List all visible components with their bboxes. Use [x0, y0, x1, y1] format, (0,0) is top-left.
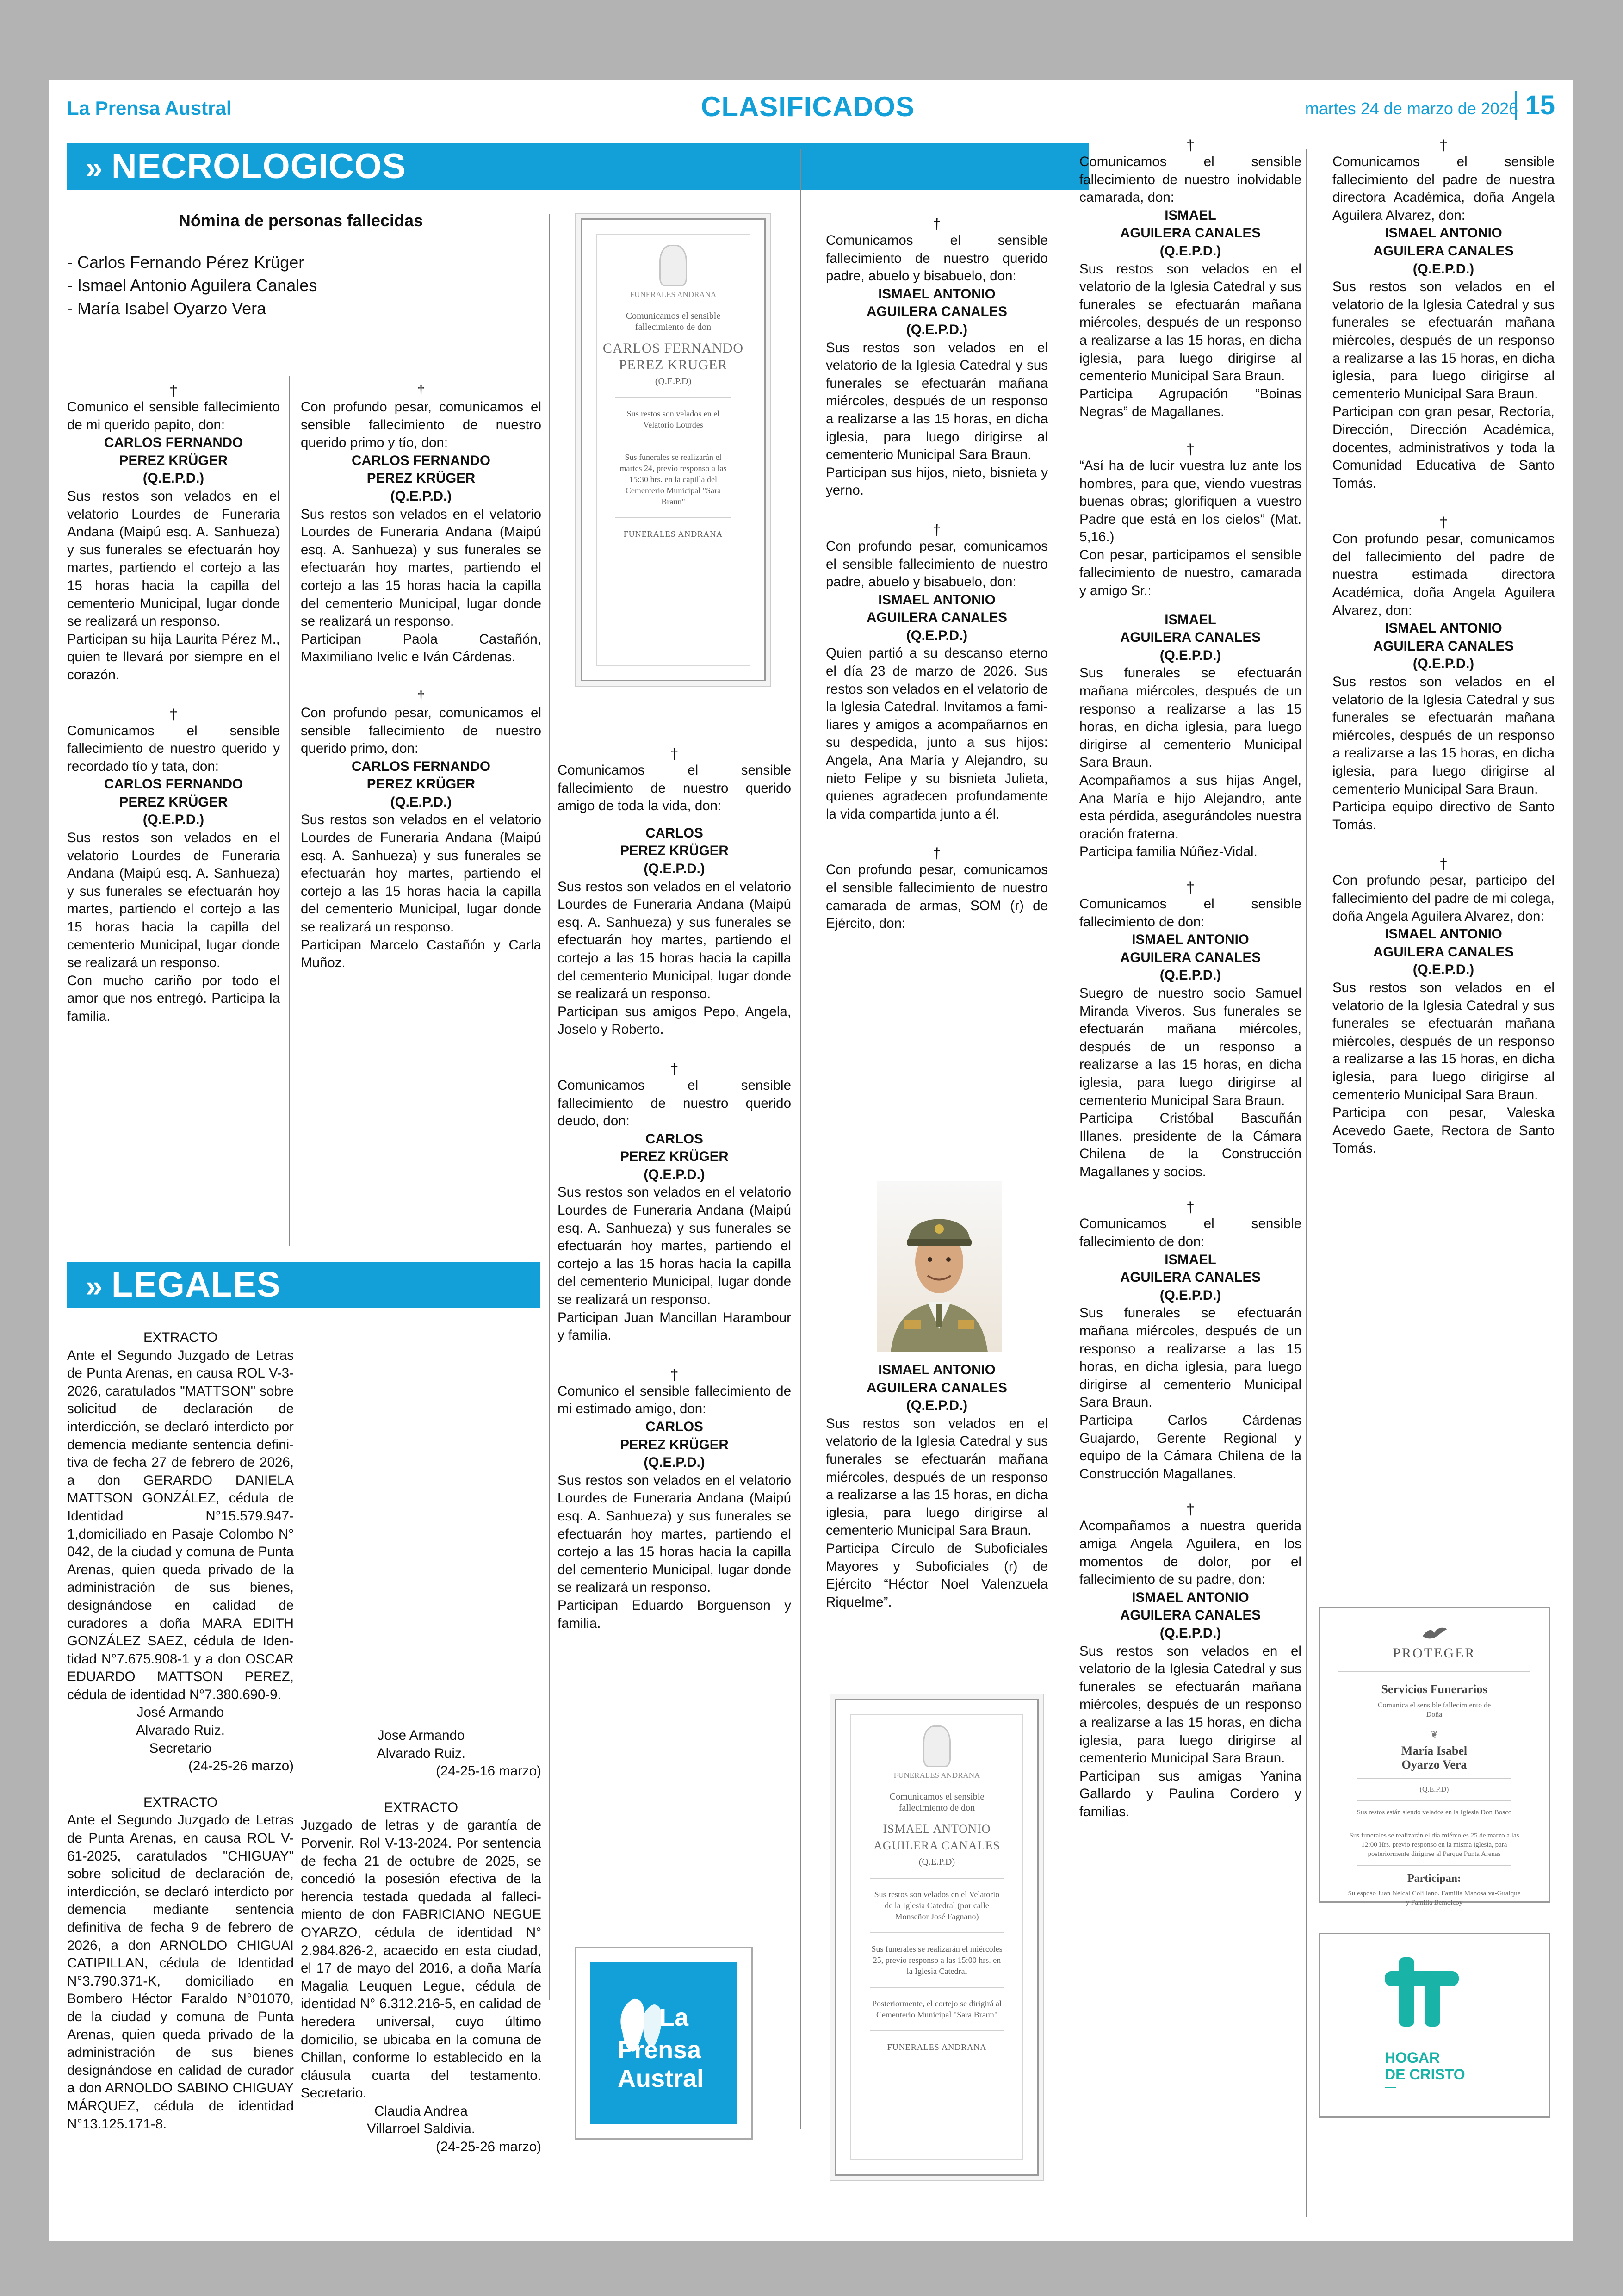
logo-text: Prensa [618, 2036, 701, 2064]
proteger-name: Oyarzo Vera [1401, 1758, 1467, 1771]
divider [615, 397, 731, 398]
qepd: (Q.E.P.D.) [142, 812, 204, 828]
deceased-name: PEREZ KRÜGER [119, 794, 228, 810]
notice-signature: Participan Eduardo Borguenson y familia. [558, 1597, 791, 1631]
legal-text: Juzgado de letras y de garantía de Porvenir, Rol V-13-2024. Por sentencia de fecha 21 de octubre de 2025, se concedió la posesión efectiva de la herencia testada quedada al fallecimiento de don FABRICIANO NEGUE OYARZO, cédula de identidad N° 2.984.826-2, acaecido en esta ciudad, el 17 de mayo del 2016, a doña María Magalia Leuquen Legue, cédula de identidad N° 6.312.216-5, en calidad de heredera universal, cuyo último domicilio, se ubicaba en la comuna de Chillan, conforme lo establecido en la cláusula cuarta del testamento. Secretario. [301, 1818, 541, 2101]
cross-icon: † [1186, 879, 1195, 896]
deceased-name: ISMAEL ANTONIO [1385, 926, 1502, 942]
proteger-brand: PROTEGER [1393, 1645, 1476, 1661]
deceased-name: ISMAEL ANTONIO [1385, 621, 1502, 636]
notice-signature: Participan sus amigas Yanina Gallardo y Paulina Cordero y familias. [1079, 1768, 1301, 1819]
qepd: (Q.E.P.D.) [644, 1455, 705, 1471]
logo-text: Austral [618, 2065, 704, 2092]
column-4 [826, 216, 1048, 1280]
card-qepd: (Q.E.P.D) [655, 376, 692, 386]
notice-body: Sus restos son velados en el velatorio Lourdes de Funeraria Andana (Maipú esq. A. Sanhueza) y sus funerales se efectuarán hoy martes, partiendo el cortejo a las 15 horas hacia la capilla del cementerio Municipal, lugar donde se realizará un responso. [301, 506, 541, 629]
deceased-name: ISMAEL [1165, 612, 1216, 627]
notice-lead: Comunicamos el sensible fallecimiento de don: [1079, 1216, 1301, 1250]
qepd: (Q.E.P.D.) [1412, 656, 1474, 672]
notice-lead: Comunicamos el sensible fallecimiento de nuestro inolvidable camarada, don: [1079, 154, 1301, 205]
notice-signature: Participan su hija Laurita Pérez M., quien te llevará por siempre en el corazón. [67, 631, 280, 683]
deceased-name: AGUILERA CANALES [1373, 243, 1514, 259]
cross-icon: † [417, 383, 425, 399]
qepd: (Q.E.P.D.) [1159, 1625, 1221, 1641]
notice [826, 522, 1048, 824]
nomina-item: - Carlos Fernando Pérez Krüger [67, 253, 304, 272]
notice-lead: Con profundo pesar, comunicamos del fallecimiento del padre de nuestra estimada directora Académica, doña Angela Aguilera Alvarez, don: [1332, 531, 1555, 618]
deceased-name: AGUILERA CANALES [867, 1380, 1007, 1396]
legal-signature: Alvarado Ruiz. [136, 1723, 225, 1738]
hogar-de-cristo-logo-icon [1385, 1953, 1459, 2036]
notice-signature: Participa con pesar, Valeska Acevedo Gaete, Rectora de Santo Tomás. [1332, 1105, 1555, 1156]
qepd: (Q.E.P.D.) [906, 627, 968, 643]
deceased-name: PEREZ KRÜGER [620, 843, 729, 859]
legal-text: Ante el Segundo Juzgado de Letras de Punta Arenas, en causa ROL V-61-2025, caratulados "CHIGUAY" sobre solicitud de declaración de, interdicción, se declaró interdicto por demencia mediante sentencia definitiva de fecha 9 de febrero de 2026, a don ARNOLDO CHIGUAI CATIPILLAN, cédula de Identidad N°3.790.371-K, domiciliado en Bombero Héctor Faraldo N°01070, de la ciudad y comuna de Punta Arenas, quien queda privado de la administración de sus bienes designándose en calidad de curador a don ARNOLDO SABINO CHIGUAY MÁRQUEZ, cédula de identidad N°13.125.171-8. [67, 1812, 294, 2132]
deceased-name: AGUILERA CANALES [867, 304, 1007, 320]
notice-lead: Comunicamos el sensible fallecimiento de nuestro querido y recordado tío y tata, don: [67, 723, 280, 774]
proteger-families: Su esposo Juan Nelcal Colillano. Familia Manosalva-Gualque y Familia Bemoicoy [1348, 1890, 1521, 1906]
notice-body: Sus restos son velados en el velatorio de la Iglesia Catedral y sus funerales se efectuarán mañana miércoles, después de un responso a realizarse a las 15 horas, en dicha iglesia, para luego dirigirse al cementerio Municipal Sara Braun. [1079, 1643, 1301, 1766]
notice-lead: Comunico el sensible fallecimiento de mi estimado amigo, don: [558, 1383, 791, 1417]
proteger-qepd: (Q.E.P.D) [1419, 1786, 1449, 1793]
notice-body: Quien partió a su descanso eterno el día 23 de marzo de 2026. Sus restos son velados en el velatorio de la Iglesia Catedral. Invitamos a familiares y amigos a acompañarnos en su despedida, junto a sus hijos: Angela, Ana María y Alejandro, su nieto Felipe y su bisnieta Julieta, quienes agradecen profundamente la vida compartida junto a él. [826, 645, 1048, 822]
card-footer: FUNERALES ANDRANA [887, 2042, 987, 2052]
column-2 [301, 383, 541, 1239]
notice-lead: Comunicamos el sensible fallecimiento de don: [1079, 896, 1301, 930]
deceased-name: CARLOS FERNANDO [352, 453, 490, 468]
notice-body: Sus restos son velados en el velatorio de la Iglesia Catedral y sus funerales se efectuarán mañana miércoles, después de un responso a realizarse a las 15 horas, en dicha iglesia, para luego dirigirse al cementerio Municipal Sara Braun. [1332, 674, 1555, 797]
chevron-icon: » [86, 1269, 103, 1303]
column-divider [1306, 149, 1307, 2217]
nomina-item: - María Isabel Oyarzo Vera [67, 299, 266, 318]
divider [870, 1987, 1004, 1988]
legal-signature: Secretario [149, 1740, 212, 1756]
column-divider [549, 214, 550, 2000]
cross-icon: † [670, 1366, 679, 1383]
legal-text: Ante el Segundo Juzgado de Letras de Punta Arenas, en causa ROL V-3-2026, caratulados "MATTSON" sobre solicitud de declaración de interdicción, se declaró interdicto por demencia mediante sentencia definitiva de fecha 27 de febrero de 2026, a don GERARDO DANIELA MATTSON GONZÁLEZ, cédula de Identidad N°15.579.947- 1,domiciliado en Pasaje Colombo N° 042, de la ciudad y comuna de Punta Arenas, quien queda privado de la administración de sus bienes, designándose en calidad de curadores a doña MARA EDITH GONZÁLEZ SAEZ, cédula de Identidad N°7.675.908-1 y a don OSCAR EDUARDO MATTSON PEREZ, cédula de identidad N°7.380.690-9. [67, 1347, 294, 1702]
legal-signature: José Armando [136, 1705, 224, 1720]
notice-lead: Con pesar, participamos el sensible fallecimiento de nuestro, camarada y amigo Sr.: [1079, 547, 1301, 599]
deceased-name: CARLOS FERNANDO [352, 758, 490, 774]
legal-title: EXTRACTO [143, 1794, 218, 1810]
notice-signature: Participa Carlos Cárdenas Guajardo, Gerente Regional y equipo de la Cámara Chilena de la Construcción Magallanes. [1079, 1413, 1301, 1482]
notice-body: Sus restos son velados en el velatorio Lourdes de Funeraria Andana (Maipú esq. A. Sanhueza) y sus funerales se efectuarán hoy martes, partiendo el cortejo a las 15 horas hacia la capilla del cementerio Municipal, lugar donde se realizará un responso. [558, 1472, 791, 1595]
notice-lead: Acompañamos a nuestra querida amiga Angela Aguilera, en los momentos de dolor, por el fallecimiento de su padre, don: [1079, 1518, 1301, 1588]
qepd: (Q.E.P.D.) [1412, 261, 1474, 277]
qepd: (Q.E.P.D.) [644, 861, 705, 876]
notice-lead: Con profundo pesar, participo del fallecimiento del padre de mi colega, doña Angela Aguilera Alvarez, don: [1332, 873, 1555, 924]
notice-lead: Con profundo pesar, comunicamos el sensible fallecimiento de nuestro camarada de armas, SOM (r) de Ejército, don: [826, 862, 1048, 931]
funeraria-logo-icon [923, 1725, 951, 1767]
qepd: (Q.E.P.D.) [1159, 647, 1221, 663]
hogar-text: DE CRISTO [1385, 2066, 1465, 2083]
la-prensa-austral-logo [575, 1947, 753, 2140]
notice [67, 383, 280, 684]
cross-icon: † [169, 706, 178, 723]
card-lead: Comunicamos el sensible fallecimiento de don [889, 1792, 985, 1813]
notice-body: Sus restos son velados en el velatorio Lourdes de Funeraria Andana (Maipú esq. A. Sanhueza) y sus funerales se efectuarán hoy martes, partiendo el cortejo a las 15 horas hacia la capilla del cementerio Municipal, lugar donde se realizará un responso. [558, 879, 791, 1002]
notice [1079, 137, 1301, 421]
cross-icon: † [1186, 441, 1195, 458]
deceased-name: AGUILERA CANALES [1120, 225, 1261, 241]
proteger-lead: Comunica el sensible fallecimiento de Doña [1377, 1701, 1491, 1719]
notice-signature: Participan Marcelo Castañón y Carla Muñoz. [301, 937, 541, 971]
notice-body: Acompañamos a sus hijas Angel, Ana María e hijo Alejandro, ante esta pérdida, asegurándoles nuestra oración fraterna. [1079, 773, 1301, 842]
deceased-name: PEREZ KRÜGER [119, 453, 228, 468]
legales-column-2 [301, 1727, 541, 2236]
logo-text: FUNERALES ANDRANA [893, 1771, 980, 1780]
notice-body: Sus restos son velados en el velatorio Lourdes de Funeraria Andana (Maipú esq. A. Sanhueza) y sus funerales se efectuarán hoy martes, partiendo el cortejo a las 15 horas hacia la capilla del cementerio Municipal, lugar donde se realizará un responso. [67, 488, 280, 629]
deceased-name: AGUILERA CANALES [1120, 630, 1261, 645]
notice-lead: Comunicamos el sensible fallecimiento de nuestro querido deudo, don: [558, 1077, 791, 1129]
notice [1332, 515, 1555, 834]
notice-signature: Participan sus hijos, nieto, bisnieta y yerno. [826, 465, 1048, 498]
deceased-name: PEREZ KRÜGER [620, 1437, 729, 1452]
deceased-photo [877, 1181, 1002, 1352]
deceased-name: AGUILERA CANALES [1373, 944, 1514, 960]
notice [1079, 1502, 1301, 1821]
qepd: (Q.E.P.D.) [1159, 1287, 1221, 1303]
qepd: (Q.E.P.D.) [390, 794, 452, 810]
section-title: CLASIFICADOS [701, 91, 915, 122]
proteger-body: Sus funerales se realizarán el día miércoles 25 de marzo a las 12:00 Hrs. previo responso en la misma iglesia, para posteriormente dirigirse al Parque Punta Arenas [1349, 1832, 1519, 1858]
page-date: martes 24 de marzo de 2026 [1305, 99, 1518, 118]
notice-signature: Participan con gran pesar, Rectoría, Dirección, Dirección Académica, docentes, administrativos y toda la Comunidad Educativa de Santo Tomás. [1332, 404, 1555, 491]
card-lead: Comunicamos el sensible fallecimiento de don [626, 311, 721, 332]
card-body: Sus restos son velados en el Velatorio de la Iglesia Catedral (por calle Monseñor José Fagnano) [874, 1890, 1000, 1921]
qepd: (Q.E.P.D.) [390, 488, 452, 504]
legal-dates: (24-25-26 marzo) [436, 2139, 541, 2155]
soldier-portrait-icon [877, 1181, 1002, 1352]
card-qepd: (Q.E.P.D) [918, 1857, 955, 1867]
deceased-name: CARLOS [645, 1419, 703, 1434]
notice-body: Suegro de nuestro socio Samuel Miranda Viveros. Sus funerales se efectuarán mañana miércoles, después de un responso a realizarse a las 15 horas, en dicha iglesia, para luego dirigirse al cementerio Municipal Sara Braun. [1079, 985, 1301, 1108]
legal-signature: Alvarado Ruiz. [377, 1745, 465, 1761]
deceased-name: ISMAEL ANTONIO [878, 592, 996, 608]
deceased-name: CARLOS FERNANDO [104, 776, 243, 792]
legal-title: EXTRACTO [143, 1330, 218, 1345]
flower-icon: ❦ [1430, 1730, 1438, 1740]
cross-icon: † [169, 383, 178, 399]
cross-icon: † [1439, 137, 1448, 154]
notice-body: Sus restos son velados en el velatorio de la Iglesia Catedral y sus funerales se efectuarán mañana miércoles, después de un responso a realizarse a las 15 horas, en dicha iglesia, para luego dirigirse al cementerio Municipal Sara Braun. [1079, 261, 1301, 384]
card-name: ISMAEL ANTONIO [883, 1822, 991, 1836]
deceased-name: CARLOS [645, 825, 703, 841]
notice-body: Sus restos son velados en el velatorio Lourdes de Funeraria Andana (Maipú esq. A. Sanhueza) y sus funerales se efectuarán hoy martes, partiendo el cortejo a las 15 horas hacia la capilla del cementerio Municipal, lugar donde se realizará un responso. [67, 830, 280, 971]
cross-icon: † [417, 688, 425, 705]
column-6 [1332, 137, 1555, 1572]
cross-icon: † [1186, 1501, 1195, 1518]
notice-quote: “Así ha de lucir vuestra luz ante los hombres, para que, viendo vuestras buenas obras; glorifiquen a vuestro Padre que está en los cielos” (Mat. 5,16.) [1079, 458, 1301, 545]
notice [826, 216, 1048, 500]
notice-body: Sus restos son velados en el velatorio de la Iglesia Catedral y sus funerales se efectuarán mañana miércoles, después de un responso a realizarse a las 15 horas, en dicha iglesia, para luego dirigirse al cementerio Municipal Sara Braun. [826, 340, 1048, 463]
card-name: AGUILERA CANALES [873, 1839, 1000, 1852]
deceased-name: AGUILERA CANALES [1373, 638, 1514, 654]
notice-signature: Participa Círculo de Suboficiales Mayores y Suboficiales (r) de Ejército “Héctor Noel Valenzuela Riquelme”. [826, 1540, 1048, 1610]
notice-lead: Comunicamos el sensible fallecimiento de nuestro querido amigo de toda la vida, don: [558, 763, 791, 814]
cross-icon: † [670, 1060, 679, 1077]
deceased-name: CARLOS FERNANDO [104, 435, 243, 451]
deceased-name: ISMAEL ANTONIO [1132, 1589, 1249, 1605]
qepd: (Q.E.P.D.) [142, 471, 204, 486]
deceased-name: ISMAEL ANTONIO [878, 286, 996, 302]
deceased-name: PEREZ KRÜGER [366, 471, 476, 486]
column-5 [1079, 137, 1301, 2215]
nomina-title: Nómina de personas fallecidas [178, 211, 423, 230]
cross-icon: † [933, 845, 941, 862]
legal-title: EXTRACTO [384, 1800, 458, 1815]
legal-signature: Jose Armando [377, 1728, 465, 1743]
chevron-icon: » [86, 150, 103, 185]
notice [301, 383, 541, 666]
qepd: (Q.E.P.D.) [906, 1398, 968, 1414]
nomina-list [67, 209, 534, 320]
deceased-name: ISMAEL ANTONIO [1385, 225, 1502, 241]
qepd: (Q.E.P.D.) [644, 1167, 705, 1182]
funeral-card-carlos [581, 218, 766, 681]
notice-body: Sus funerales se efectuarán mañana miércoles, después de un responso a realizarse a las 15 horas, en dicha iglesia, para luego dirigirse al cementerio Municipal Sara Braun. [1079, 665, 1301, 770]
cross-icon: † [933, 216, 941, 232]
deceased-name: PEREZ KRÜGER [366, 776, 476, 792]
notice-signature: Participa Cristóbal Bascuñán Illanes, presidente de la Cámara Chilena de la Construcción Magallanes y socios. [1079, 1111, 1301, 1179]
notice-lead: Comunicamos el sensible fallecimiento de nuestro querido padre, abuelo y bisabuelo, don: [826, 233, 1048, 284]
notice [1332, 137, 1555, 492]
cross-icon: † [1186, 1199, 1195, 1216]
notice [1079, 441, 1301, 861]
proteger-ad [1319, 1607, 1550, 1906]
legal-signature: Villarroel Saldivia. [367, 2121, 475, 2137]
card-footer: FUNERALES ANDRANA [623, 529, 723, 539]
card-body: Posteriormente, el cortejo se dirigirá al Cementerio Municipal "Sara Braun" [872, 1999, 1002, 2019]
qepd: (Q.E.P.D.) [1159, 243, 1221, 259]
necrologicos-title: NECROLOGICOS [111, 147, 406, 186]
qepd: (Q.E.P.D.) [906, 322, 968, 337]
notice [67, 707, 280, 1026]
divider [870, 2030, 1004, 2031]
notice-signature: Participa familia Núñez-Vidal. [1079, 844, 1258, 860]
notice-signature: Participan sus amigos Pepo, Angela, Joselo y Roberto. [558, 1004, 791, 1037]
card-name: PEREZ KRUGER [619, 357, 728, 372]
deceased-name: AGUILERA CANALES [867, 610, 1007, 626]
column-4-cont [826, 1361, 1048, 1741]
column-divider [800, 149, 801, 2129]
notice-body: Sus restos son velados en el velatorio de la Iglesia Catedral y sus funerales se efectuarán mañana miércoles, después de un responso a realizarse a las 15 horas, en dicha iglesia, para luego dirigirse al cementerio Municipal Sara Braun. [1332, 980, 1555, 1103]
notice [826, 845, 1048, 932]
hogar-text: HOGAR [1385, 2049, 1440, 2066]
notice-lead: Comunicamos el sensible fallecimiento del padre de nuestra directora Académica, doña Angela Aguilera Alvarez, don: [1332, 154, 1555, 223]
necrologicos-header [67, 143, 1089, 190]
notice-signature: Participan Paola Castañón, Maximiliano Ivelic e Iván Cárdenas. [301, 631, 541, 665]
notice [301, 689, 541, 972]
notice [1079, 880, 1301, 1181]
notice-signature: Con mucho cariño por todo el amor que nos entregó. Participa la familia. [67, 973, 280, 1024]
deceased-name: AGUILERA CANALES [1120, 1270, 1261, 1285]
deceased-name: AGUILERA CANALES [1120, 1607, 1261, 1623]
cross-icon: † [933, 521, 941, 538]
card-body: Sus restos son velados en el Velatorio Lourdes [626, 409, 720, 429]
card-name: CARLOS FERNANDO [602, 341, 744, 356]
legal-signature: Claudia Andrea [374, 2103, 468, 2119]
page-header [67, 90, 1555, 130]
deceased-name: CARLOS [645, 1131, 703, 1147]
notice-lead: Con profundo pesar, comunicamos el sensible fallecimiento de nuestro padre, abuelo y bisabuelo, don: [826, 538, 1048, 590]
notice-body: Sus restos son velados en el velatorio de la Iglesia Catedral y sus funerales se efectuarán mañana miércoles, después de un responso a realizarse a las 15 horas, en dicha iglesia, para luego dirigirse al cementerio Municipal Sara Braun. [826, 1415, 1048, 1539]
cross-icon: † [1439, 514, 1448, 531]
qepd: (Q.E.P.D.) [1412, 962, 1474, 978]
deceased-name: PEREZ KRÜGER [620, 1149, 729, 1165]
deceased-name: ISMAEL [1165, 1252, 1216, 1267]
card-body: Sus funerales se realizarán el martes 24, previo responso a las 15:30 hrs. en la capilla del Cementerio Municipal "Sara Braun" [619, 453, 727, 506]
logo-text: FUNERALES ANDRANA [630, 290, 717, 299]
dove-icon [1420, 1625, 1448, 1643]
notice-signature: Participa Agrupación “Boinas Negras” de Magallanes. [1079, 386, 1301, 420]
notice [558, 1061, 791, 1345]
notice-body: Sus restos son velados en el velatorio Lourdes de Funeraria Andana (Maipú esq. A. Sanhueza) y sus funerales se efectuarán hoy martes, partiendo el cortejo a las 15 horas hacia la capilla del cementerio Municipal, lugar donde se realizará un responso. [558, 1185, 791, 1308]
legal-dates: (24-25-16 marzo) [436, 1763, 541, 1779]
deceased-name: AGUILERA CANALES [1120, 949, 1261, 965]
cross-icon: † [670, 746, 679, 762]
notice-body: Sus restos son velados en el velatorio Lourdes de Funeraria Andana (Maipú esq. A. Sanhueza) y sus funerales se efectuarán hoy martes, partiendo el cortejo a las 15 horas hacia la capilla del cementerio Municipal, lugar donde se realizará un responso. [301, 812, 541, 935]
proteger-title: Servicios Funerarios [1381, 1682, 1487, 1696]
proteger-body: Sus restos están siendo velados en la Iglesia Don Bosco [1357, 1809, 1512, 1816]
cross-icon: † [1439, 856, 1448, 873]
notice [558, 1367, 791, 1632]
notice-signature: Participa equipo directivo de Santo Tomás. [1332, 799, 1555, 832]
cross-icon: † [1186, 137, 1195, 154]
legales-column-1 [67, 1329, 294, 2231]
hogar-de-cristo-ad [1319, 1933, 1550, 2118]
column-divider [289, 376, 290, 1246]
divider [870, 1932, 1004, 1933]
notice [1079, 1199, 1301, 1483]
deceased-name: ISMAEL ANTONIO [1132, 932, 1249, 948]
notice-body: Sus funerales se efectuarán mañana miércoles, después de un responso a realizarse a las 15 horas, en dicha iglesia, para luego dirigirse al cementerio Municipal Sara Braun. [1079, 1305, 1301, 1410]
proteger-name: María Isabel [1401, 1744, 1468, 1757]
logo-text: La [659, 2004, 689, 2031]
paper-name: La Prensa Austral [67, 97, 232, 119]
funeral-card-ismael [835, 1699, 1039, 2176]
legales-header [67, 1262, 540, 1308]
notice-lead: Con profundo pesar, comunicamos el sensible fallecimiento de nuestro querido primo, don: [301, 705, 541, 757]
notice-lead: Con profundo pesar, comunicamos el sensible fallecimiento de nuestro querido primo y tío, don: [301, 399, 541, 451]
column-1 [67, 383, 280, 1239]
page-number: 15 [1515, 91, 1555, 120]
notice-lead: Comunico el sensible fallecimiento de mi querido papito, don: [67, 399, 280, 433]
legal-dates: (24-25-26 marzo) [188, 1758, 294, 1774]
funeraria-logo-icon [659, 245, 687, 286]
deceased-name: ISMAEL [1165, 207, 1216, 223]
notice-body: Sus restos son velados en el velatorio de la Iglesia Catedral y sus funerales se efectuarán mañana miércoles, después de un responso a realizarse a las 15 horas, en dicha iglesia, para luego dirigirse al cementerio Municipal Sara Braun. [1332, 279, 1555, 402]
divider [870, 1878, 1004, 1879]
card-body: Sus funerales se realizarán el miércoles 25, previo responso a las 15:00 hrs. en la Iglesia Catedral [871, 1944, 1003, 1976]
proteger-participan: Participan: [1407, 1873, 1461, 1885]
notice [1332, 856, 1555, 1158]
notice-signature: Participan Juan Mancillan Harambour y familia. [558, 1309, 791, 1343]
deceased-name: ISMAEL ANTONIO [878, 1362, 996, 1378]
legales-title: LEGALES [111, 1265, 281, 1304]
nomina-item: - Ismael Antonio Aguilera Canales [67, 276, 317, 295]
divider [615, 517, 731, 518]
qepd: (Q.E.P.D.) [1159, 968, 1221, 983]
newspaper-page [49, 80, 1573, 2241]
column-3 [558, 746, 791, 1930]
notice [558, 746, 791, 1039]
divider [1385, 2087, 1396, 2088]
